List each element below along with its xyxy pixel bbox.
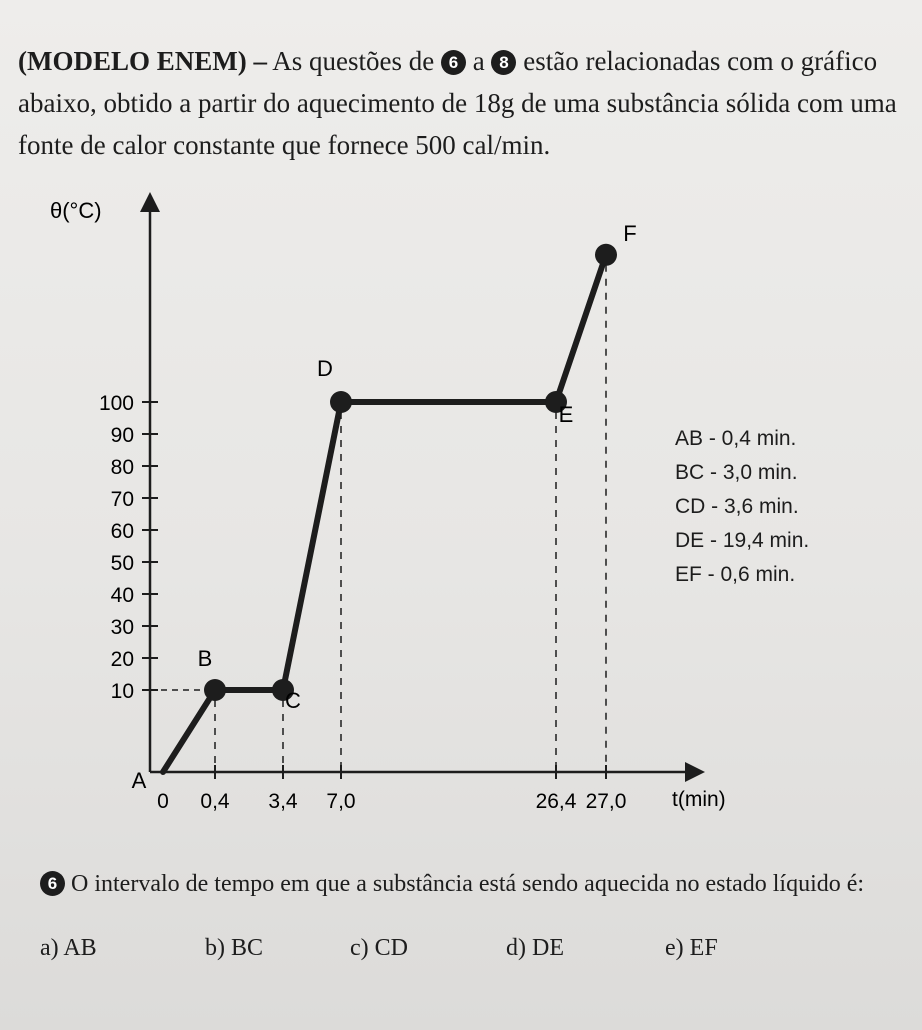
point-label-c: C: [285, 688, 301, 713]
legend-item-ab: AB - 0,4 min.: [675, 427, 797, 450]
intro-text-1: As questões de: [272, 46, 435, 76]
option-d[interactable]: d) DE: [506, 935, 564, 961]
x-tick-label-4: 26,4: [535, 790, 577, 813]
question-number-start-badge: 6: [441, 50, 466, 75]
legend-item-cd: CD - 3,6 min.: [675, 495, 799, 518]
question-number-end-badge: 8: [491, 50, 516, 75]
legend-item-ef: EF - 0,6 min.: [675, 563, 796, 586]
x-tick-label-0: 0: [157, 790, 169, 813]
intro-paragraph: [18, 40, 908, 166]
y-tick-label-90: 90: [110, 424, 134, 447]
legend-item-de: DE - 19,4 min.: [675, 529, 810, 552]
x-tick-label-2: 3,4: [268, 790, 298, 813]
point-d: [330, 391, 352, 413]
segment-CD: [283, 402, 341, 690]
y-tick-label-80: 80: [110, 456, 134, 479]
question-number-badge: 6: [40, 871, 65, 896]
point-label-f: F: [623, 220, 637, 246]
question-6: [40, 866, 900, 902]
y-tick-label-60: 60: [110, 520, 134, 543]
x-tick-label-3: 7,0: [326, 790, 356, 813]
legend-item-bc: BC - 3,0 min.: [675, 461, 798, 484]
point-b: [204, 679, 226, 701]
y-tick-label-20: 20: [110, 648, 134, 671]
y-tick-label-100: 100: [98, 392, 134, 415]
x-axis-label: t(min): [672, 788, 726, 811]
question-text: O intervalo de tempo em que a substância está sendo aquecida no estado líquido é:: [71, 871, 865, 897]
y-tick-label-70: 70: [110, 488, 134, 511]
point-label-d: D: [317, 356, 333, 381]
segment-duration-legend: [675, 422, 809, 592]
y-tick-label-40: 40: [110, 584, 134, 607]
point-f: [595, 244, 617, 266]
intro-text-3: estão relacionadas com o gráfico abaixo, obtido a partir do aquecimento de 18g de uma substância sólida com uma fonte de calor constante que fornece 500 cal/min.: [18, 46, 897, 160]
x-tick-label-5: 27,0: [585, 790, 627, 813]
point-label-a: A: [131, 768, 147, 793]
source-title: (MODELO ENEM) –: [18, 46, 267, 76]
y-tick-label-10: 10: [110, 680, 134, 703]
point-label-b: B: [197, 646, 213, 671]
segment-EF: [556, 255, 606, 402]
option-c[interactable]: c) CD: [350, 935, 408, 961]
segment-AB: [163, 690, 215, 772]
y-tick-label-50: 50: [110, 552, 134, 575]
x-tick-label-1: 0,4: [200, 790, 230, 813]
option-a[interactable]: a) AB: [40, 935, 97, 961]
option-b[interactable]: b) BC: [205, 935, 264, 961]
y-axis-label: θ(°C): [50, 198, 102, 223]
point-label-e: E: [558, 402, 574, 427]
y-tick-label-30: 30: [110, 616, 134, 639]
intro-text-2: a: [472, 46, 485, 76]
option-e[interactable]: e) EF: [665, 935, 718, 961]
